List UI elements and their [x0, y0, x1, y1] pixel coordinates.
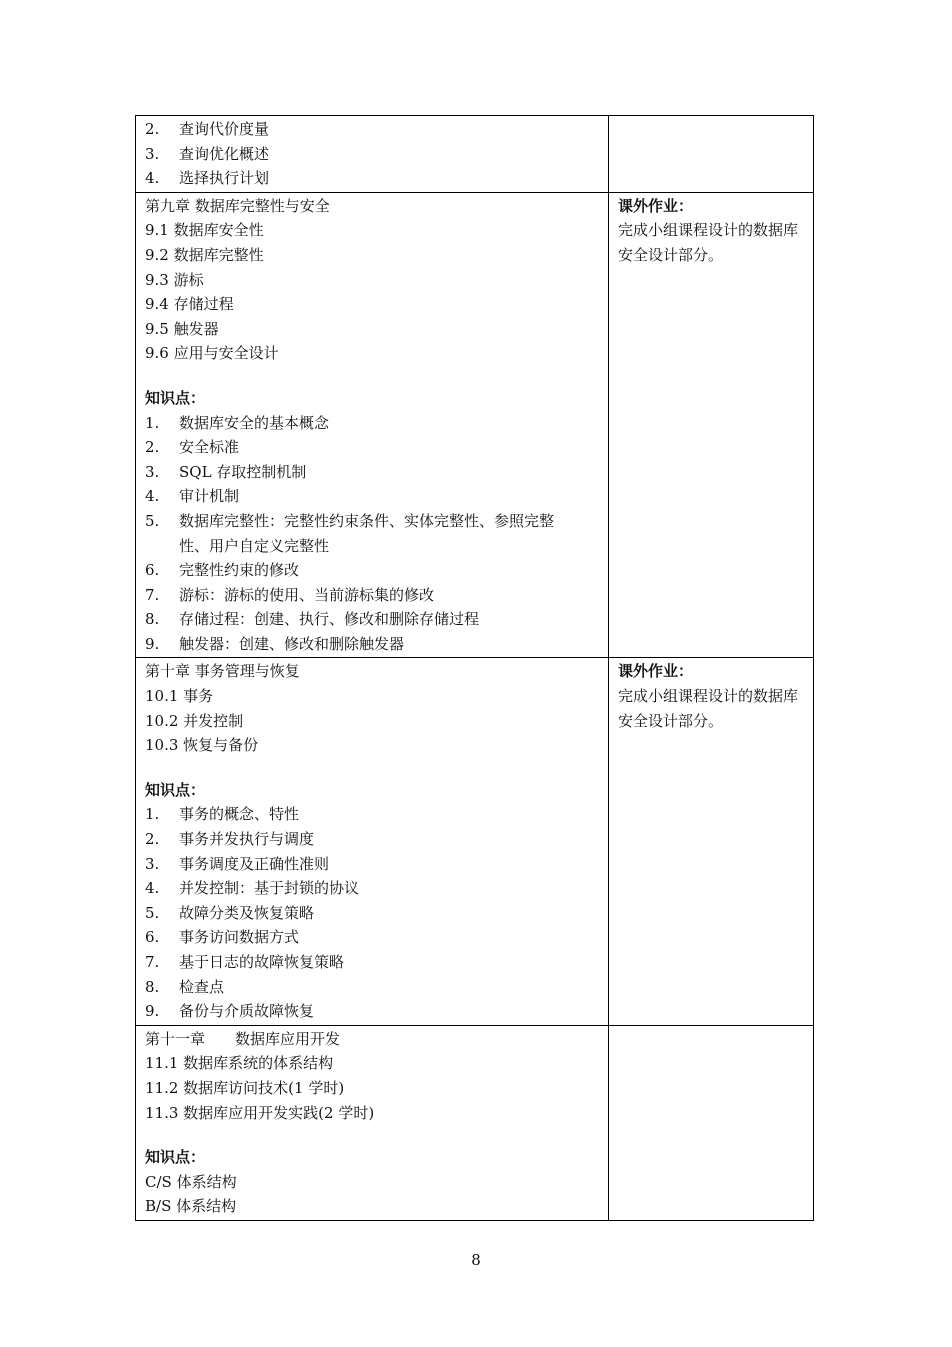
section-heading: 9.4 存储过程: [145, 295, 234, 314]
section-heading: 11.1 数据库系统的体系结构: [145, 1054, 334, 1073]
section-heading: 10.3 恢复与备份: [145, 736, 259, 755]
list-item: 4. 审计机制: [145, 487, 240, 506]
list-item: 1. 事务的概念、特性: [145, 805, 300, 824]
list-item: 2. 事务并发执行与调度: [145, 830, 315, 849]
list-item: B/S 体系结构: [145, 1197, 237, 1216]
list-item: 3. SQL 存取控制机制: [145, 462, 307, 481]
list-item: 6. 事务访问数据方式: [145, 928, 300, 947]
list-item: 7. 游标：游标的使用、当前游标集的修改: [145, 585, 435, 604]
content-cell: [136, 1025, 609, 1220]
homework-cell: [609, 1025, 814, 1220]
table-row: [136, 1025, 814, 1220]
section-heading: 9.2 数据库完整性: [145, 245, 264, 264]
content-cell: [136, 658, 609, 1025]
homework-cell: [609, 658, 814, 1025]
list-item: 4. 并发控制：基于封锁的协议: [145, 879, 360, 898]
section-heading: 10.1 事务: [145, 687, 214, 706]
list-item: 9. 备份与介质故障恢复: [145, 1002, 315, 1021]
table-row: [136, 192, 814, 658]
list-item: 8. 存储过程：创建、执行、修改和删除存储过程: [145, 610, 480, 629]
list-item: 9. 触发器：创建、修改和删除触发器: [145, 634, 405, 653]
page-number: 8: [471, 1251, 481, 1269]
section-heading: 9.3 游标: [145, 270, 204, 289]
list-item: 2. 查询代价度量: [145, 120, 270, 138]
list-item-continuation: 性、用户自定义完整性: [179, 536, 330, 555]
knowledge-points-label: 知识点：: [145, 1148, 206, 1167]
homework-label: 课外作业：: [618, 196, 694, 215]
section-heading: 11.3 数据库应用开发实践(2 学时): [145, 1103, 375, 1122]
syllabus-table: [135, 115, 814, 1221]
section-heading: 9.5 触发器: [145, 319, 219, 338]
list-item: 4. 选择执行计划: [145, 169, 270, 188]
chapter-title: 第九章 数据库完整性与安全: [145, 196, 330, 215]
content-cell: [136, 192, 609, 658]
table-row: [136, 658, 814, 1025]
list-item: 5. 故障分类及恢复策略: [145, 903, 315, 922]
homework-cell: [609, 116, 814, 193]
homework-text: 完成小组课程设计的数据库安全设计部分。: [618, 687, 799, 730]
chapter-title: 第十一章 数据库应用开发: [145, 1029, 341, 1048]
content-cell: [136, 116, 609, 193]
section-heading: 9.6 应用与安全设计: [145, 344, 279, 363]
list-item: C/S 体系结构: [145, 1172, 237, 1191]
homework-text: 完成小组课程设计的数据库安全设计部分。: [618, 221, 799, 264]
table-row: [136, 116, 814, 193]
chapter-title: 第十章 事务管理与恢复: [145, 662, 300, 681]
list-item: 3. 事务调度及正确性准则: [145, 854, 330, 873]
list-item: 1. 数据库安全的基本概念: [145, 413, 330, 432]
homework-cell: [609, 192, 814, 658]
list-item: 6. 完整性约束的修改: [145, 561, 300, 580]
list-item: 3. 查询优化概述: [145, 144, 270, 163]
section-heading: 10.2 并发控制: [145, 711, 244, 730]
knowledge-points-label: 知识点：: [145, 780, 206, 799]
knowledge-points-label: 知识点：: [145, 388, 206, 407]
list-item: 2. 安全标准: [145, 438, 240, 457]
homework-label: 课外作业：: [618, 662, 694, 681]
section-heading: 9.1 数据库安全性: [145, 221, 264, 240]
list-item: 7. 基于日志的故障恢复策略: [145, 953, 345, 971]
section-heading: 11.2 数据库访问技术(1 学时): [145, 1078, 345, 1097]
list-item: 5. 数据库完整性：完整性约束条件、实体完整性、参照完整: [145, 511, 555, 530]
list-item: 8. 检查点: [145, 977, 225, 996]
